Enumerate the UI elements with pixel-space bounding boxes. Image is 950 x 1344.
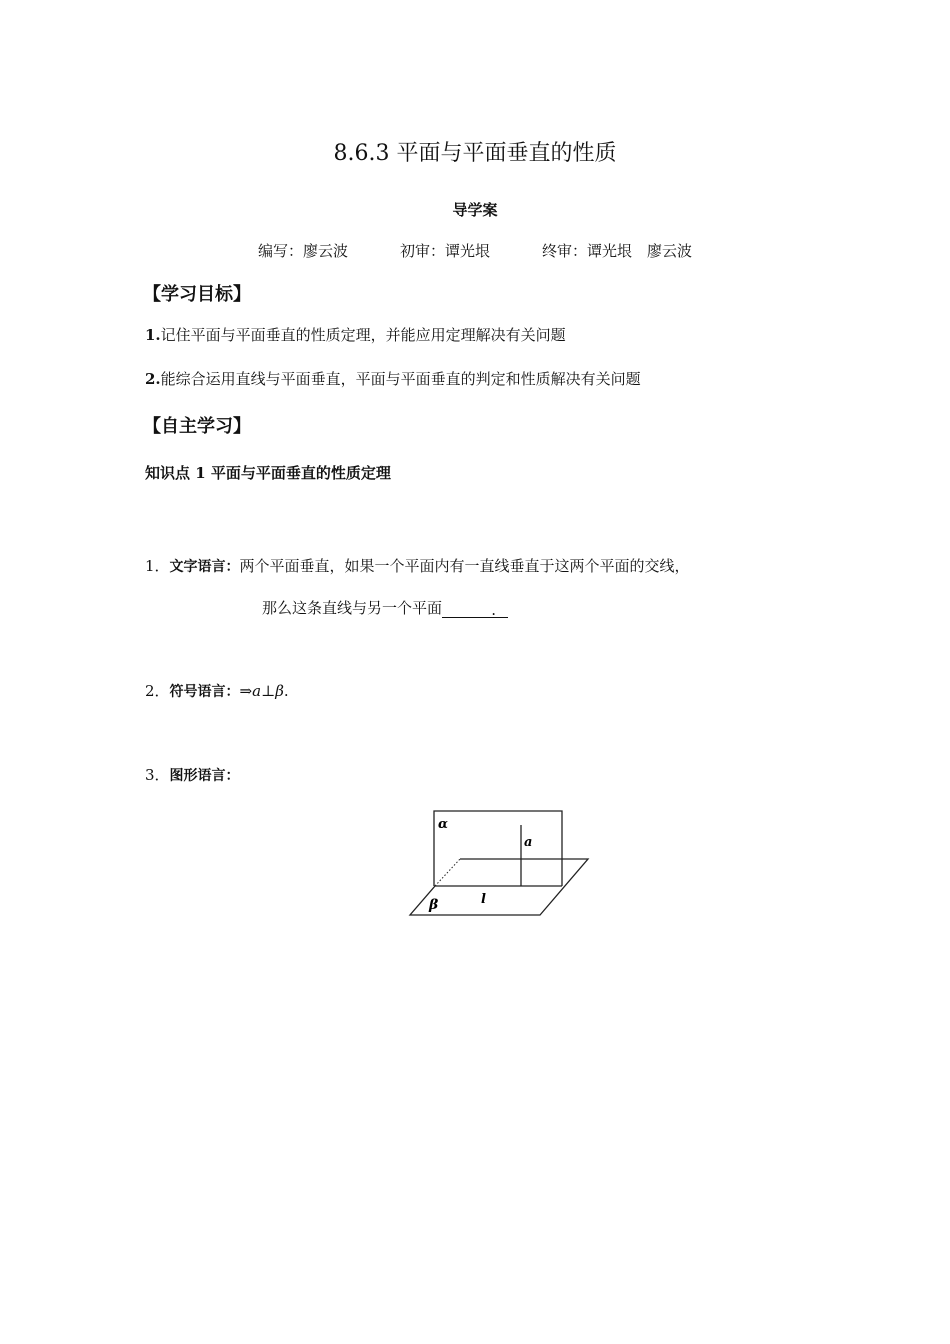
plane-alpha-outline bbox=[434, 811, 562, 886]
self-study-heading: 【自主学习】 bbox=[143, 416, 251, 437]
label-alpha: α bbox=[438, 817, 449, 832]
text-language-continuation bbox=[262, 597, 508, 618]
credit-author: 编写：廖云波 bbox=[257, 242, 348, 260]
goal-number: 1. bbox=[145, 326, 161, 344]
item-number: 1． bbox=[145, 557, 170, 575]
blank-end-mark: . bbox=[491, 601, 497, 619]
plane-beta-hidden-edge bbox=[435, 859, 460, 886]
period: . bbox=[283, 682, 289, 700]
continuation-text: 那么这条直线与另一个平面 bbox=[262, 599, 443, 617]
item-number: 2． bbox=[145, 682, 170, 700]
implies-symbol: ⇒ bbox=[239, 682, 253, 700]
page-title: 8.6.3 平面与平面垂直的性质 bbox=[333, 141, 617, 166]
var-a: a bbox=[252, 682, 262, 700]
figure-language-item bbox=[145, 764, 240, 785]
perpendicular-planes-figure bbox=[400, 800, 600, 925]
label-l: l bbox=[481, 892, 486, 907]
goal-number: 2. bbox=[145, 370, 161, 388]
credit-final-review: 终审：谭光垠 廖云波 bbox=[542, 242, 693, 260]
knowledge-point-title: 知识点 1 平面与平面垂直的性质定理 bbox=[145, 464, 391, 482]
item-text: 两个平面垂直，如果一个平面内有一直线垂直于这两个平面的交线， bbox=[239, 557, 690, 575]
perp-symbol: ⊥ bbox=[261, 682, 276, 700]
item-number: 3． bbox=[145, 766, 170, 784]
label-beta: β bbox=[429, 897, 439, 913]
text-language-item bbox=[145, 555, 690, 576]
goal-item-2 bbox=[145, 368, 641, 389]
credit-first-review: 初审：谭光垠 bbox=[399, 242, 490, 260]
goal-text: 记住平面与平面垂直的性质定理，并能应用定理解决有关问题 bbox=[160, 326, 566, 344]
goal-item-1 bbox=[145, 324, 566, 345]
var-beta: β bbox=[275, 682, 284, 700]
goal-text: 能综合运用直线与平面垂直，平面与平面垂直的判定和性质解决有关问题 bbox=[160, 370, 641, 388]
page-subtitle: 导学案 bbox=[452, 201, 498, 219]
credits bbox=[0, 240, 950, 261]
item-label: 符号语言： bbox=[169, 684, 240, 700]
fill-in-blank[interactable] bbox=[442, 601, 508, 618]
goals-heading: 【学习目标】 bbox=[143, 284, 251, 305]
item-label: 文字语言： bbox=[169, 559, 240, 575]
symbol-language-item bbox=[145, 680, 289, 701]
item-label: 图形语言： bbox=[169, 768, 240, 784]
label-a: a bbox=[524, 835, 533, 850]
